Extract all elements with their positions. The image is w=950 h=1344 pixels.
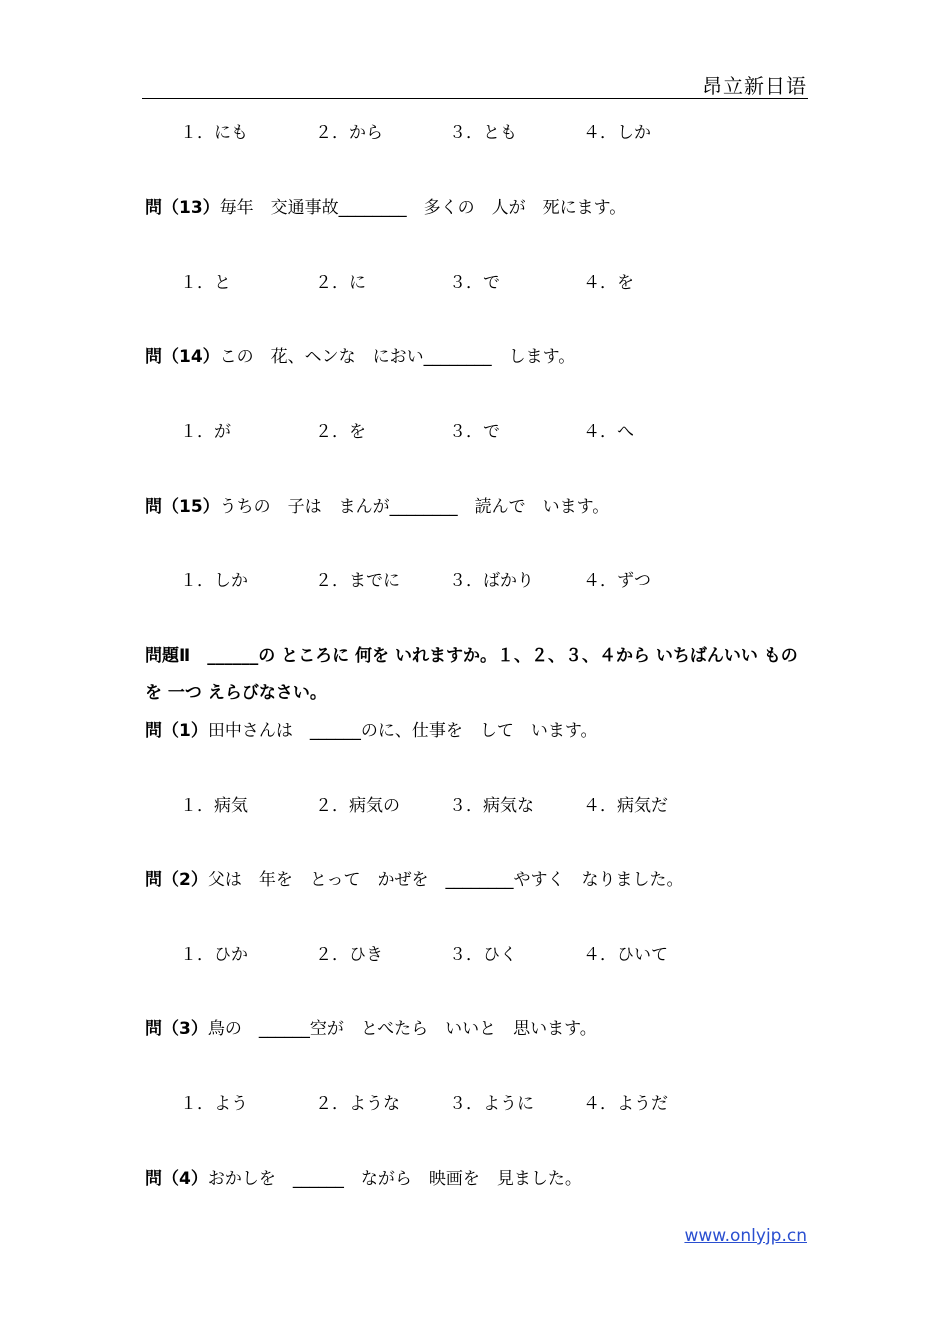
option: １．と bbox=[180, 273, 231, 293]
footer-website-link[interactable]: www.onlyjp.cn bbox=[684, 1226, 807, 1246]
option: ２．病気の bbox=[315, 796, 400, 816]
option: ３．ひく bbox=[449, 945, 517, 965]
question-label: 問（3） bbox=[145, 1019, 208, 1039]
option: ２．から bbox=[315, 123, 383, 143]
option: １．よう bbox=[180, 1094, 248, 1114]
section-title: 問題Ⅱ ______の ところに 何を いれますか。１、２、３、４から いちばんいい ものを 一つ えらびなさい。 bbox=[145, 646, 798, 703]
option: １．しか bbox=[180, 571, 248, 591]
question-text: この 花、ヘンな におい________ します。 bbox=[219, 347, 576, 367]
question-15 bbox=[145, 495, 609, 519]
option: １．が bbox=[180, 422, 231, 442]
option: ３．病気な bbox=[449, 796, 534, 816]
option: １．にも bbox=[180, 123, 248, 143]
question-2 bbox=[145, 868, 684, 892]
question-label: 問（2） bbox=[145, 870, 208, 890]
question-1 bbox=[145, 719, 597, 743]
option: ３．ばかり bbox=[449, 571, 534, 591]
question-text: 鳥の ______空が とべたら いいと 思います。 bbox=[207, 1019, 597, 1039]
question-text: 父は 年を とって かぜを ________やすく なりました。 bbox=[207, 870, 684, 890]
question-label: 問（15） bbox=[145, 497, 220, 517]
question-label: 問（1） bbox=[145, 721, 208, 741]
question-label: 問（13） bbox=[145, 198, 220, 218]
question-4 bbox=[145, 1167, 582, 1191]
option: １．ひか bbox=[180, 945, 248, 965]
option: ４．しか bbox=[583, 123, 651, 143]
option: １．病気 bbox=[180, 796, 248, 816]
option: ４．を bbox=[583, 273, 634, 293]
page-header-title: 昂立新日语 bbox=[702, 74, 807, 98]
question-label: 問（14） bbox=[145, 347, 220, 367]
option: ４．ようだ bbox=[583, 1094, 668, 1114]
option: ２．に bbox=[315, 273, 366, 293]
option: ４．病気だ bbox=[583, 796, 668, 816]
option: ２．ような bbox=[315, 1094, 400, 1114]
question-text: うちの 子は まんが________ 読んで います。 bbox=[219, 497, 610, 517]
option: ３．ように bbox=[449, 1094, 534, 1114]
option: ３．とも bbox=[449, 123, 517, 143]
option: ４．ずつ bbox=[583, 571, 651, 591]
option: ３．で bbox=[449, 422, 500, 442]
question-13 bbox=[145, 196, 626, 220]
question-text: 田中さんは ______のに、仕事を して います。 bbox=[207, 721, 598, 741]
option: ４．ひいて bbox=[583, 945, 668, 965]
question-label: 問（4） bbox=[145, 1169, 208, 1189]
option: ４．へ bbox=[583, 422, 634, 442]
question-3 bbox=[145, 1017, 597, 1041]
option: ３．で bbox=[449, 273, 500, 293]
question-14 bbox=[145, 345, 575, 369]
option: ２．までに bbox=[315, 571, 400, 591]
question-text: おかしを ______ ながら 映画を 見ました。 bbox=[207, 1169, 582, 1189]
question-text: 毎年 交通事故________ 多くの 人が 死にます。 bbox=[219, 198, 627, 218]
option: ２．を bbox=[315, 422, 366, 442]
option: ２．ひき bbox=[315, 945, 383, 965]
header-divider bbox=[142, 98, 808, 99]
